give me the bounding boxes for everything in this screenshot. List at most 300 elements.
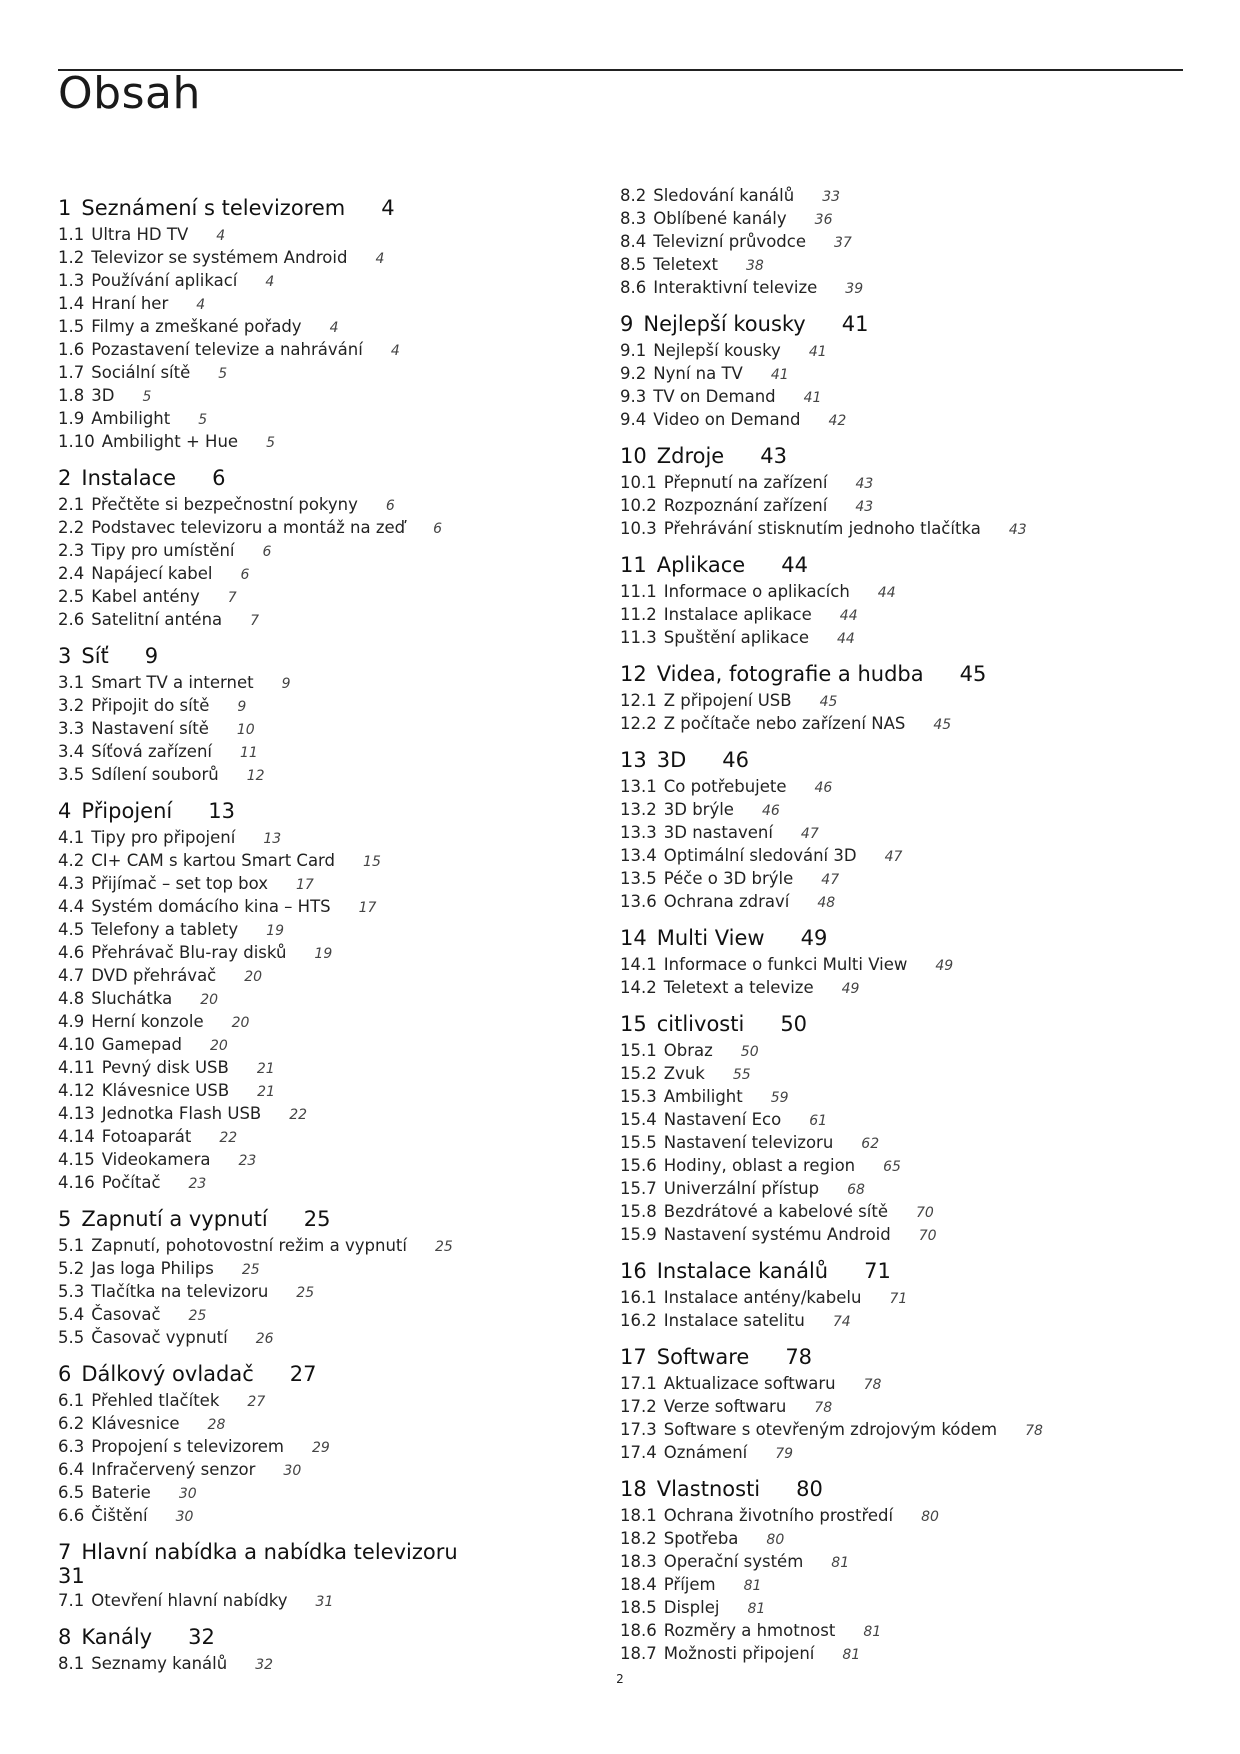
section-title: Ambilight xyxy=(663,1087,743,1106)
toc-section[interactable] xyxy=(620,776,1140,799)
section-number: 1.6 xyxy=(58,340,85,359)
section-page: 50 xyxy=(740,1044,759,1060)
toc-section[interactable] xyxy=(620,1620,1140,1643)
section-page: 9 xyxy=(237,699,247,715)
section-page: 7 xyxy=(250,613,260,629)
chapter-title: 3D xyxy=(656,748,687,772)
toc-chapter[interactable] xyxy=(58,1361,578,1387)
toc-section[interactable] xyxy=(620,845,1140,868)
toc-chapter[interactable] xyxy=(58,195,578,221)
section-number: 18.2 xyxy=(620,1529,657,1548)
toc-section[interactable] xyxy=(58,270,578,293)
toc-section[interactable] xyxy=(620,340,1140,363)
toc-section[interactable] xyxy=(620,1574,1140,1597)
section-page: 80 xyxy=(921,1509,939,1525)
section-number: 1.8 xyxy=(58,386,85,405)
section-page: 43 xyxy=(1008,522,1027,538)
toc-section[interactable] xyxy=(58,316,578,339)
section-number: 4.9 xyxy=(58,1012,85,1031)
section-title: Software s otevřeným zdrojovým kódem xyxy=(663,1420,998,1439)
section-number: 4.3 xyxy=(58,874,85,893)
toc-section[interactable] xyxy=(58,850,578,873)
section-number: 9.4 xyxy=(620,410,647,429)
section-number: 11.2 xyxy=(620,605,657,624)
section-title: Zvuk xyxy=(663,1064,705,1083)
section-title: Přehrávač Blu-ray disků xyxy=(91,943,287,962)
section-title: Podstavec televizoru a montáž na zeď xyxy=(91,518,406,537)
chapter-page: 27 xyxy=(289,1362,317,1386)
section-number: 17.3 xyxy=(620,1420,657,1439)
section-number: 15.8 xyxy=(620,1202,657,1221)
section-number: 2.6 xyxy=(58,610,85,629)
section-title: 3D nastavení xyxy=(663,823,773,842)
toc-section[interactable] xyxy=(620,1201,1140,1224)
section-number: 9.1 xyxy=(620,341,647,360)
section-page: 6 xyxy=(433,521,443,537)
section-page: 41 xyxy=(803,390,822,406)
section-page: 49 xyxy=(841,981,860,997)
toc-section[interactable] xyxy=(58,517,578,540)
section-title: Propojení s televizorem xyxy=(91,1437,284,1456)
section-page: 78 xyxy=(863,1377,882,1393)
toc-chapter[interactable] xyxy=(620,1476,1140,1502)
toc-section[interactable] xyxy=(58,695,578,718)
section-page: 29 xyxy=(311,1440,330,1456)
toc-section[interactable] xyxy=(58,1172,578,1195)
section-number: 5.1 xyxy=(58,1236,85,1255)
section-number: 5.3 xyxy=(58,1282,85,1301)
toc-section[interactable] xyxy=(620,1132,1140,1155)
section-number: 2.4 xyxy=(58,564,85,583)
chapter-page: 6 xyxy=(212,466,226,490)
toc-section[interactable] xyxy=(58,965,578,988)
section-number: 1.4 xyxy=(58,294,85,313)
section-page: 45 xyxy=(933,717,952,733)
section-number: 15.9 xyxy=(620,1225,657,1244)
toc-section[interactable] xyxy=(620,1086,1140,1109)
section-page: 4 xyxy=(196,297,206,313)
chapter-title: Videa, fotografie a hudba xyxy=(656,662,924,686)
section-page: 15 xyxy=(363,854,381,870)
section-number: 15.1 xyxy=(620,1041,657,1060)
toc-section[interactable] xyxy=(58,1459,578,1482)
toc-section[interactable] xyxy=(620,277,1140,300)
toc-section[interactable] xyxy=(620,1373,1140,1396)
section-number: 12.1 xyxy=(620,691,657,710)
section-page: 4 xyxy=(390,343,400,359)
toc-chapter[interactable] xyxy=(58,1539,578,1587)
section-page: 22 xyxy=(219,1130,238,1146)
toc-section[interactable] xyxy=(620,1396,1140,1419)
toc-section[interactable] xyxy=(58,1505,578,1528)
section-number: 8.6 xyxy=(620,278,647,297)
section-page: 71 xyxy=(889,1291,908,1307)
section-number: 1.5 xyxy=(58,317,85,336)
section-page: 78 xyxy=(1025,1423,1043,1439)
toc-section[interactable] xyxy=(620,868,1140,891)
section-number: 4.15 xyxy=(58,1150,95,1169)
chapter-page: 45 xyxy=(959,662,987,686)
section-page: 17 xyxy=(358,900,377,916)
section-number: 8.1 xyxy=(58,1654,85,1673)
toc-section[interactable] xyxy=(620,1109,1140,1132)
section-title: Klávesnice xyxy=(91,1414,180,1433)
toc-section[interactable] xyxy=(620,604,1140,627)
toc-section[interactable] xyxy=(58,1436,578,1459)
toc-section[interactable] xyxy=(58,1281,578,1304)
section-page: 20 xyxy=(244,969,263,985)
chapter-page: 80 xyxy=(796,1477,823,1501)
toc-section[interactable] xyxy=(620,363,1140,386)
section-title: Informace o aplikacích xyxy=(663,582,850,601)
section-page: 6 xyxy=(385,498,395,514)
section-title: Sluchátka xyxy=(91,989,173,1008)
toc-section[interactable] xyxy=(58,1258,578,1281)
toc-section[interactable] xyxy=(620,713,1140,736)
section-title: Klávesnice USB xyxy=(101,1081,230,1100)
toc-chapter[interactable] xyxy=(620,661,1140,687)
section-number: 1.7 xyxy=(58,363,85,382)
section-page: 44 xyxy=(877,585,896,601)
toc-section[interactable] xyxy=(58,494,578,517)
toc-chapter[interactable] xyxy=(58,798,578,824)
section-number: 3.4 xyxy=(58,742,85,761)
toc-chapter[interactable] xyxy=(58,1624,578,1650)
section-page: 81 xyxy=(831,1555,850,1571)
section-number: 14.1 xyxy=(620,955,657,974)
toc-section[interactable] xyxy=(620,1419,1140,1442)
section-title: Interaktivní televize xyxy=(653,278,818,297)
section-number: 4.11 xyxy=(58,1058,95,1077)
toc-chapter[interactable] xyxy=(620,747,1140,773)
section-page: 74 xyxy=(832,1314,851,1330)
toc-section[interactable] xyxy=(620,954,1140,977)
toc-section[interactable] xyxy=(620,1040,1140,1063)
section-title: Herní konzole xyxy=(91,1012,204,1031)
section-title: 3D brýle xyxy=(663,800,734,819)
section-number: 2.5 xyxy=(58,587,85,606)
toc-section[interactable] xyxy=(58,293,578,316)
toc-section[interactable] xyxy=(620,891,1140,914)
section-page: 47 xyxy=(884,849,903,865)
toc-chapter[interactable] xyxy=(620,311,1140,337)
section-page: 6 xyxy=(262,544,272,560)
section-page: 27 xyxy=(247,1394,266,1410)
section-title: Televizor se systémem Android xyxy=(91,248,348,267)
section-page: 33 xyxy=(822,189,841,205)
toc-section[interactable] xyxy=(58,339,578,362)
section-title: TV on Demand xyxy=(653,387,776,406)
section-page: 25 xyxy=(188,1308,207,1324)
toc-section[interactable] xyxy=(58,1034,578,1057)
toc-chapter[interactable] xyxy=(620,1258,1140,1284)
section-title: Čištění xyxy=(91,1506,148,1525)
toc-section[interactable] xyxy=(58,563,578,586)
page-title: Obsah xyxy=(58,68,201,119)
section-title: Používání aplikací xyxy=(91,271,238,290)
toc-section[interactable] xyxy=(620,386,1140,409)
toc-section[interactable] xyxy=(620,1224,1140,1247)
chapter-number: 3 xyxy=(58,644,72,668)
section-title: Displej xyxy=(663,1598,720,1617)
section-title: Operační systém xyxy=(663,1552,804,1571)
section-number: 4.13 xyxy=(58,1104,95,1123)
toc-section[interactable] xyxy=(620,1063,1140,1086)
chapter-title: Kanály xyxy=(81,1625,153,1649)
section-title: Sledování kanálů xyxy=(653,186,795,205)
section-title: Jednotka Flash USB xyxy=(101,1104,262,1123)
toc-section[interactable] xyxy=(58,873,578,896)
toc-section[interactable] xyxy=(58,586,578,609)
section-number: 9.2 xyxy=(620,364,647,383)
toc-section[interactable] xyxy=(58,1590,578,1613)
section-title: Přijímač – set top box xyxy=(91,874,269,893)
section-page: 25 xyxy=(296,1285,315,1301)
section-title: Kabel antény xyxy=(91,587,200,606)
section-number: 7.1 xyxy=(58,1591,85,1610)
section-number: 18.5 xyxy=(620,1598,657,1617)
section-page: 30 xyxy=(178,1486,197,1502)
toc-chapter[interactable] xyxy=(58,643,578,669)
toc-section[interactable] xyxy=(620,1442,1140,1465)
section-page: 30 xyxy=(175,1509,194,1525)
toc-section[interactable] xyxy=(58,764,578,787)
toc-section[interactable] xyxy=(58,1103,578,1126)
toc-section[interactable] xyxy=(58,1235,578,1258)
toc-section[interactable] xyxy=(58,1011,578,1034)
section-number: 16.1 xyxy=(620,1288,657,1307)
toc-chapter[interactable] xyxy=(620,925,1140,951)
toc-section[interactable] xyxy=(58,431,578,454)
toc-section[interactable] xyxy=(620,581,1140,604)
section-number: 5.5 xyxy=(58,1328,85,1347)
toc-section[interactable] xyxy=(620,799,1140,822)
section-page: 44 xyxy=(839,608,858,624)
section-page: 28 xyxy=(207,1417,226,1433)
section-title: Bezdrátové a kabelové sítě xyxy=(663,1202,888,1221)
section-number: 4.16 xyxy=(58,1173,95,1192)
section-title: Sociální sítě xyxy=(91,363,191,382)
toc-chapter[interactable] xyxy=(620,1011,1140,1037)
toc-section[interactable] xyxy=(58,672,578,695)
section-title: Připojit do sítě xyxy=(91,696,210,715)
toc-section[interactable] xyxy=(58,1126,578,1149)
chapter-page: 31 xyxy=(58,1564,85,1588)
section-page: 80 xyxy=(766,1532,785,1548)
section-page: 5 xyxy=(142,389,152,405)
toc-section[interactable] xyxy=(620,472,1140,495)
section-title: Obraz xyxy=(663,1041,713,1060)
toc-section[interactable] xyxy=(620,1178,1140,1201)
chapter-page: 49 xyxy=(800,926,828,950)
toc-section[interactable] xyxy=(620,518,1140,541)
section-page: 70 xyxy=(918,1228,937,1244)
toc-section[interactable] xyxy=(620,1505,1140,1528)
chapter-number: 14 xyxy=(620,926,647,950)
toc-section[interactable] xyxy=(58,609,578,632)
section-page: 70 xyxy=(915,1205,934,1221)
toc-section[interactable] xyxy=(620,1310,1140,1333)
toc-section[interactable] xyxy=(58,718,578,741)
toc-section[interactable] xyxy=(620,1597,1140,1620)
section-title: Počítač xyxy=(101,1173,161,1192)
section-page: 41 xyxy=(770,367,789,383)
toc-section[interactable] xyxy=(58,362,578,385)
section-page: 20 xyxy=(231,1015,250,1031)
toc-section[interactable] xyxy=(58,1390,578,1413)
toc-section[interactable] xyxy=(58,1149,578,1172)
toc-chapter[interactable] xyxy=(58,465,578,491)
section-number: 2.3 xyxy=(58,541,85,560)
chapter-page: 32 xyxy=(188,1625,215,1649)
section-page: 25 xyxy=(241,1262,260,1278)
section-number: 16.2 xyxy=(620,1311,657,1330)
section-title: Fotoaparát xyxy=(101,1127,192,1146)
section-page: 43 xyxy=(855,476,874,492)
toc-section[interactable] xyxy=(58,1080,578,1103)
section-title: Tipy pro připojení xyxy=(91,828,236,847)
section-number: 4.2 xyxy=(58,851,85,870)
toc-section[interactable] xyxy=(620,1155,1140,1178)
section-number: 1.3 xyxy=(58,271,85,290)
chapter-number: 7 xyxy=(58,1540,72,1564)
toc-section[interactable] xyxy=(620,690,1140,713)
section-title: Telefony a tablety xyxy=(91,920,239,939)
toc-chapter[interactable] xyxy=(58,1206,578,1232)
toc-section[interactable] xyxy=(58,408,578,431)
section-title: Z připojení USB xyxy=(663,691,792,710)
section-page: 36 xyxy=(814,212,833,228)
section-number: 6.3 xyxy=(58,1437,85,1456)
section-title: Teletext xyxy=(653,255,718,274)
toc-section[interactable] xyxy=(620,495,1140,518)
section-title: Optimální sledování 3D xyxy=(663,846,857,865)
toc-section[interactable] xyxy=(620,977,1140,1000)
section-number: 15.3 xyxy=(620,1087,657,1106)
section-title: Péče o 3D brýle xyxy=(663,869,794,888)
section-title: Nastavení Eco xyxy=(663,1110,782,1129)
toc-section[interactable] xyxy=(58,540,578,563)
toc-section[interactable] xyxy=(620,185,1140,208)
section-page: 46 xyxy=(814,780,833,796)
chapter-number: 11 xyxy=(620,553,647,577)
section-number: 18.3 xyxy=(620,1552,657,1571)
section-page: 4 xyxy=(329,320,339,336)
section-title: Teletext a televize xyxy=(663,978,814,997)
section-number: 5.2 xyxy=(58,1259,85,1278)
section-number: 3.2 xyxy=(58,696,85,715)
toc-section[interactable] xyxy=(58,919,578,942)
section-page: 81 xyxy=(743,1578,762,1594)
toc-section[interactable] xyxy=(58,224,578,247)
chapter-title: Vlastnosti xyxy=(656,1477,761,1501)
section-number: 15.4 xyxy=(620,1110,657,1129)
toc-section[interactable] xyxy=(620,208,1140,231)
section-number: 4.5 xyxy=(58,920,85,939)
section-number: 8.2 xyxy=(620,186,647,205)
page-number: 2 xyxy=(616,1672,624,1686)
section-number: 10.3 xyxy=(620,519,657,538)
toc-section[interactable] xyxy=(620,1551,1140,1574)
section-title: Ambilight + Hue xyxy=(101,432,239,451)
chapter-title: Dálkový ovladač xyxy=(81,1362,254,1386)
section-page: 81 xyxy=(863,1624,882,1640)
toc-section[interactable] xyxy=(620,1287,1140,1310)
toc-section[interactable] xyxy=(620,1528,1140,1551)
toc-section[interactable] xyxy=(58,741,578,764)
section-number: 9.3 xyxy=(620,387,647,406)
section-title: Univerzální přístup xyxy=(663,1179,820,1198)
section-title: Nastavení televizoru xyxy=(663,1133,834,1152)
section-page: 22 xyxy=(289,1107,308,1123)
toc-chapter[interactable] xyxy=(620,1344,1140,1370)
toc-section[interactable] xyxy=(620,822,1140,845)
toc-left-column xyxy=(58,195,578,1676)
section-number: 5.4 xyxy=(58,1305,85,1324)
toc-section[interactable] xyxy=(620,409,1140,432)
toc-chapter[interactable] xyxy=(620,443,1140,469)
section-title: Infračervený senzor xyxy=(91,1460,256,1479)
toc-section[interactable] xyxy=(58,1304,578,1327)
section-page: 6 xyxy=(240,567,250,583)
toc-chapter[interactable] xyxy=(620,552,1140,578)
chapter-page: 44 xyxy=(781,553,808,577)
toc-section[interactable] xyxy=(58,827,578,850)
toc-section[interactable] xyxy=(58,896,578,919)
chapter-title: Multi View xyxy=(656,926,765,950)
section-title: Nastavení sítě xyxy=(91,719,209,738)
section-title: Ambilight xyxy=(91,409,171,428)
toc-section[interactable] xyxy=(58,1413,578,1436)
section-number: 10.1 xyxy=(620,473,657,492)
toc-section[interactable] xyxy=(620,1643,1140,1666)
toc-section[interactable] xyxy=(620,627,1140,650)
toc-section[interactable] xyxy=(58,1482,578,1505)
chapter-number: 12 xyxy=(620,662,647,686)
section-page: 21 xyxy=(256,1061,275,1077)
section-page: 5 xyxy=(198,412,208,428)
section-page: 38 xyxy=(745,258,764,274)
section-number: 4.12 xyxy=(58,1081,95,1100)
section-page: 23 xyxy=(238,1153,257,1169)
section-number: 6.1 xyxy=(58,1391,85,1410)
section-title: Pevný disk USB xyxy=(101,1058,229,1077)
toc-section[interactable] xyxy=(58,385,578,408)
chapter-page: 25 xyxy=(303,1207,331,1231)
section-title: Video on Demand xyxy=(653,410,801,429)
section-page: 4 xyxy=(265,274,275,290)
toc-section[interactable] xyxy=(58,247,578,270)
chapter-page: 41 xyxy=(841,312,869,336)
chapter-number: 17 xyxy=(620,1345,647,1369)
section-page: 17 xyxy=(296,877,314,893)
toc-section[interactable] xyxy=(58,942,578,965)
section-page: 12 xyxy=(246,768,265,784)
toc-section[interactable] xyxy=(620,254,1140,277)
chapter-number: 6 xyxy=(58,1362,72,1386)
section-page: 5 xyxy=(218,366,228,382)
toc-section[interactable] xyxy=(620,231,1140,254)
toc-section[interactable] xyxy=(58,1327,578,1350)
section-title: Přepnutí na zařízení xyxy=(663,473,828,492)
toc-section[interactable] xyxy=(58,988,578,1011)
section-number: 17.4 xyxy=(620,1443,657,1462)
section-number: 8.4 xyxy=(620,232,647,251)
toc-section[interactable] xyxy=(58,1057,578,1080)
section-page: 10 xyxy=(236,722,255,738)
section-page: 19 xyxy=(314,946,333,962)
section-number: 2.2 xyxy=(58,518,85,537)
